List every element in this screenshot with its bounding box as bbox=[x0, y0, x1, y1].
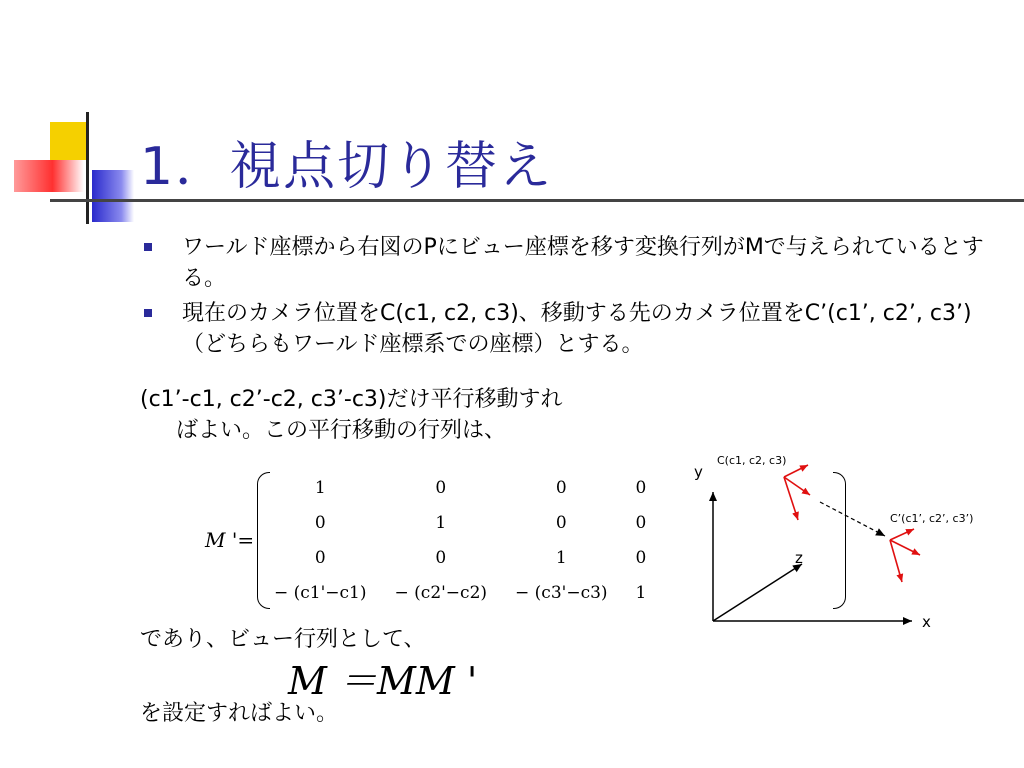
matrix-cell: 1 bbox=[555, 547, 567, 568]
z-axis bbox=[713, 564, 802, 621]
matrix-row bbox=[260, 575, 660, 610]
camera-c-prime-arrow bbox=[890, 540, 902, 582]
matrix-table bbox=[260, 470, 660, 610]
matrix-cell: 0 bbox=[635, 512, 647, 533]
y-axis-label: y bbox=[694, 463, 703, 481]
bullet-item bbox=[140, 298, 1010, 360]
matrix-row bbox=[260, 505, 660, 540]
z-axis-label: z bbox=[795, 549, 803, 567]
after-matrix-text: であり、ビュー行列として、 bbox=[140, 627, 426, 652]
x-axis-label: x bbox=[922, 613, 931, 631]
deco-yellow-block bbox=[50, 122, 88, 160]
closing-text: を設定すればよい。 bbox=[140, 701, 339, 726]
view-matrix-equation: M ＝MM ' bbox=[288, 659, 478, 703]
paragraph-line: (c1’-c1, c2’-c2, c3’-c3)だけ平行移動すれ bbox=[140, 387, 563, 412]
camera-c-arrow bbox=[784, 465, 808, 477]
camera-c-label: C(c1, c2, c3) bbox=[717, 454, 787, 467]
matrix-cell: 1 bbox=[314, 477, 326, 498]
bullet-marker bbox=[144, 309, 152, 317]
matrix-cell: 0 bbox=[635, 477, 647, 498]
matrix-cell: 0 bbox=[314, 512, 326, 533]
matrix-cell: 1 bbox=[635, 582, 647, 603]
translation-paragraph bbox=[140, 384, 680, 446]
matrix-cell: − (c2'−c2) bbox=[394, 582, 488, 603]
camera-diagram bbox=[690, 440, 1010, 640]
bullet-item bbox=[140, 232, 1010, 294]
matrix-row bbox=[260, 540, 660, 575]
camera-c-arrow bbox=[784, 477, 798, 520]
camera-c-arrow bbox=[784, 477, 810, 495]
camera-c-prime-label: C’(c1’, c2’, c3’) bbox=[890, 512, 974, 525]
bullet-text: ワールド座標から右図のPにビュー座標を移す変換行列がMで与えられているとする。 bbox=[182, 235, 984, 291]
deco-blue-block bbox=[92, 170, 134, 222]
matrix-cell: 0 bbox=[314, 547, 326, 568]
matrix-cell: 0 bbox=[635, 547, 647, 568]
bullet-marker bbox=[144, 243, 152, 251]
bullet-list bbox=[140, 232, 1010, 364]
matrix-cell: 0 bbox=[435, 477, 447, 498]
matrix-cell: 1 bbox=[435, 512, 447, 533]
matrix-cell: 0 bbox=[435, 547, 447, 568]
matrix-row bbox=[260, 470, 660, 505]
camera-move-arrow bbox=[820, 502, 885, 536]
deco-red-block bbox=[14, 160, 84, 192]
matrix-label: M '= bbox=[205, 528, 255, 552]
matrix-cell: 0 bbox=[555, 512, 567, 533]
matrix-cell: 0 bbox=[555, 477, 567, 498]
camera-c-prime-arrow bbox=[890, 540, 920, 555]
paragraph-line: ばよい。この平行移動の行列は、 bbox=[176, 418, 507, 443]
matrix-cell: − (c3'−c3) bbox=[515, 582, 608, 603]
camera-c-prime-arrow bbox=[890, 529, 914, 540]
bullet-text: 現在のカメラ位置をC(c1, c2, c3)、移動する先のカメラ位置をC’(c1’, c2’, c3’)（どちらもワールド座標系での座標）とする。 bbox=[182, 301, 972, 357]
deco-vertical-line bbox=[86, 112, 89, 224]
title-rule bbox=[50, 199, 1024, 202]
slide-title: 1．視点切り替え bbox=[140, 137, 554, 197]
matrix-cell: − (c1'−c1) bbox=[274, 582, 367, 603]
